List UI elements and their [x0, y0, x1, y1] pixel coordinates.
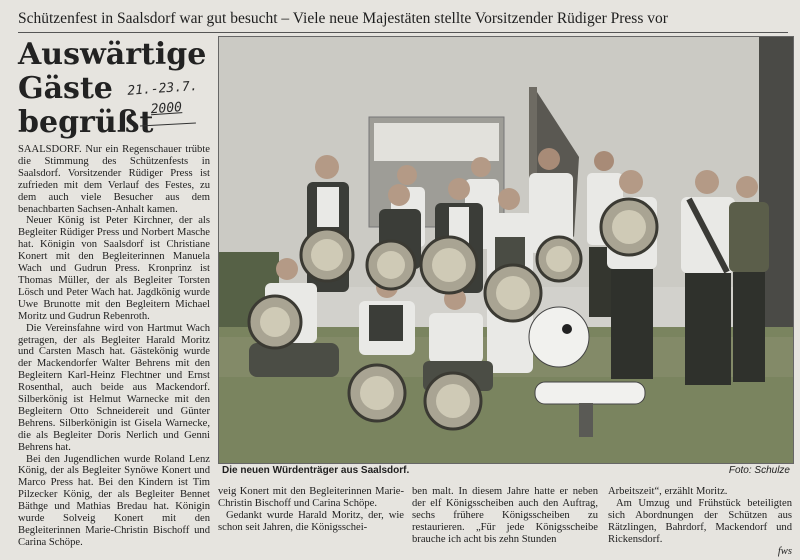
king-disc	[425, 373, 481, 429]
paragraph: Neuer König ist Peter Kirchner, der als Begleiter Rüdiger Press und Norbert Masche hat. Königin von Saalsdorf ist Christiane Konert mit den Begleiterinnen Manuela Wach und Gudrun Press. Kronprinz ist Thomas Müller, der als Begleiter Torsten Lösch und Peter Wach hat. Jagdkönig wurde Uwe Brunotte mit den Begleitern Michael Moritz und Gudrun Rebenroth.	[18, 215, 210, 322]
paragraph: Die Vereinsfahne wird von Hartmut Wach getragen, der als Begleiter Harald Moritz und Carsten Masch hat. Gästekönig wurde der Mackendorfer Walter Behrens mit den Begleitern Karl-Heinz Flechtner und Ernst Rosenthal, auch beide aus Mackendorf. Silberkönig ist Helmut Warnecke mit den Begleitern Otto Schneidereit und Günter Behrens. Silberkönigin ist Gisela Warnecke, die als Begleiter Doris Nerlich und Genni Behrens hat.	[18, 322, 210, 453]
title-line-3: begrüßt	[18, 105, 154, 140]
article-column-1	[18, 144, 210, 554]
author-initials: fws	[777, 545, 792, 557]
window-blind	[374, 123, 499, 161]
handwritten-date: 21.-23.7.	[126, 78, 199, 99]
article-column-2	[218, 486, 404, 558]
photo-illustration	[219, 37, 793, 463]
king-disc	[601, 199, 657, 255]
person-right-3	[729, 176, 769, 382]
group-photo	[218, 36, 794, 464]
title-line-1: Auswärtige	[18, 37, 207, 72]
article-column-3	[412, 486, 598, 558]
kicker-headline: Schützenfest in Saalsdorf war gut besucht – Viele neue Majestäten stellte Vorsitzender Rüdiger Press vor	[18, 8, 788, 33]
paragraph: veig Konert mit den Begleiterinnen Marie-Christin Bischoff und Carina Schöpe.	[218, 486, 404, 509]
photo-caption: Die neuen Würdenträger aus Saalsdorf.	[222, 465, 410, 476]
paragraph: ben malt. In diesem Jahre hatte er neben der elf Königsscheiben auch den Auftrag, sechs frühere Königsscheiben zu restaurieren. „Für jede Königsscheibe brauche ich acht bis zehn Stunden	[412, 486, 598, 545]
article-column-4	[608, 486, 792, 558]
paragraph: Arbeitszeit“, erzählt Moritz.	[608, 486, 728, 497]
handwritten-year: 2000	[150, 100, 183, 118]
king-disc	[367, 241, 415, 289]
paragraph: SAALSDORF. Nur ein Regenschauer trübte die Stimmung des Schützenfests in Saalsdorf. Vorsitzender Rüdiger Press ist zufrieden mit dem Verlauf des Festes, zu dem auch viele Besucher aus dem benachbarten Sachsen-Anhalt kamen.	[18, 144, 210, 215]
king-disc	[485, 265, 541, 321]
photo-credit: Foto: Schulze	[728, 465, 790, 476]
king-disc	[421, 237, 477, 293]
king-disc	[249, 296, 301, 348]
king-disc	[301, 229, 353, 281]
paragraph: Am Umzug und Frühstück beteiligten sich Abordnungen der Schützen aus Rätzlingen, Bahrdorf, Mackendorf und Rickensdorf.	[608, 497, 792, 545]
title-line-2: Gäste	[18, 71, 113, 106]
paragraph: Gedankt wurde Harald Moritz, der, wie schon seit Jahren, die Königsschei-	[218, 509, 404, 533]
paragraph: Bei den Jugendlichen wurde Roland Lenz König, der als Begleiter Synöwe Konert und Marco Press hat. Bei den Kindern ist Tim Pilzecker König, der als Begleiter Bennet Bäthge und Mathias Bredau hat. Königin wurde Solveig Konert mit den Begleiterinnen Marie-Christin Bischoff und Carina Schöpe.	[18, 453, 210, 548]
king-disc	[349, 365, 405, 421]
person-right-2	[681, 170, 735, 385]
king-disc	[537, 237, 581, 281]
